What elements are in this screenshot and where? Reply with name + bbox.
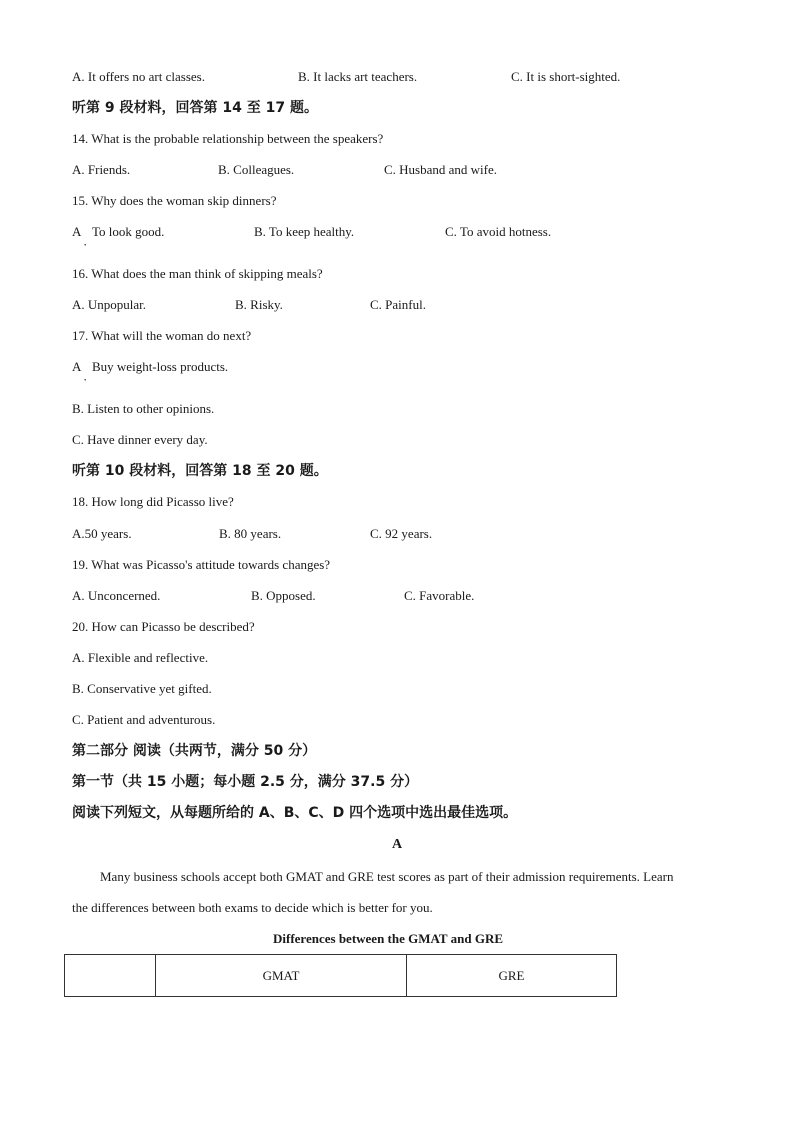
q13-option-a: A. It offers no art classes. <box>72 69 205 84</box>
section-10-heading: 听第 10 段材料，回答第 18 至 20 题。 <box>72 463 328 479</box>
passage-label: A <box>391 837 403 852</box>
q20-option-b: B. Conservative yet gifted. <box>72 681 212 696</box>
instructions: 阅读下列短文，从每题所给的 A、B、C、D 四个选项中选出最佳选项。 <box>72 805 518 821</box>
q16-option-c: C. Painful. <box>370 297 426 312</box>
q15-option-b: B. To keep healthy. <box>254 224 355 239</box>
q16-option-b: B. Risky. <box>235 297 283 312</box>
q17-option-a-letter: A <box>72 359 82 374</box>
q15-option-c: C. To avoid hotness. <box>445 224 552 239</box>
q19-option-c: C. Favorable. <box>404 588 475 603</box>
q15-option-a-letter: A <box>72 224 82 239</box>
q17-option-a-dot: · <box>83 372 88 387</box>
q18-option-c: C. 92 years. <box>370 526 433 541</box>
q18-option-b: B. 80 years. <box>219 526 282 541</box>
question-20: 20. How can Picasso be described? <box>72 619 255 634</box>
q13-option-b: B. It lacks art teachers. <box>298 69 418 84</box>
q18-option-a: A.50 years. <box>72 526 132 541</box>
passage-line-1: Many business schools accept both GMAT and GRE test scores as part of their admission requirements. Learn <box>100 869 674 884</box>
part-2-heading: 第二部分 阅读（共两节，满分 50 分） <box>72 743 317 759</box>
q17-option-b: B. Listen to other opinions. <box>72 401 215 416</box>
q20-option-c: C. Patient and adventurous. <box>72 712 216 727</box>
part-2-section-1-heading: 第一节（共 15 小题；每小题 2.5 分，满分 37.5 分） <box>72 774 419 790</box>
q16-option-a: A. Unpopular. <box>72 297 147 312</box>
q14-option-a: A. Friends. <box>72 162 131 177</box>
q15-option-a-dot: · <box>83 237 88 252</box>
question-18: 18. How long did Picasso live? <box>72 494 234 509</box>
table-title: Differences between the GMAT and GRE <box>273 931 504 946</box>
q19-option-b: B. Opposed. <box>251 588 316 603</box>
q20-option-a: A. Flexible and reflective. <box>72 650 209 665</box>
q15-option-a-text: To look good. <box>92 224 165 239</box>
passage-line-2: the differences between both exams to decide which is better for you. <box>72 900 433 915</box>
section-9-heading: 听第 9 段材料，回答第 14 至 17 题。 <box>72 100 318 116</box>
question-19: 19. What was Picasso's attitude towards changes? <box>72 557 331 572</box>
question-17: 17. What will the woman do next? <box>72 328 252 343</box>
question-14: 14. What is the probable relationship between the speakers? <box>72 131 384 146</box>
table-header-gre: GRE <box>407 955 617 997</box>
question-16: 16. What does the man think of skipping meals? <box>72 266 323 281</box>
table-header-blank <box>65 955 156 997</box>
q14-option-b: B. Colleagues. <box>218 162 295 177</box>
table-header-gmat: GMAT <box>156 955 407 997</box>
q14-option-c: C. Husband and wife. <box>384 162 498 177</box>
comparison-table <box>64 954 617 997</box>
q17-option-a-text: Buy weight-loss products. <box>92 359 229 374</box>
q13-option-c: C. It is short-sighted. <box>511 69 621 84</box>
table-header-row <box>65 955 617 997</box>
q19-option-a: A. Unconcerned. <box>72 588 161 603</box>
q17-option-c: C. Have dinner every day. <box>72 432 208 447</box>
question-15: 15. Why does the woman skip dinners? <box>72 193 277 208</box>
